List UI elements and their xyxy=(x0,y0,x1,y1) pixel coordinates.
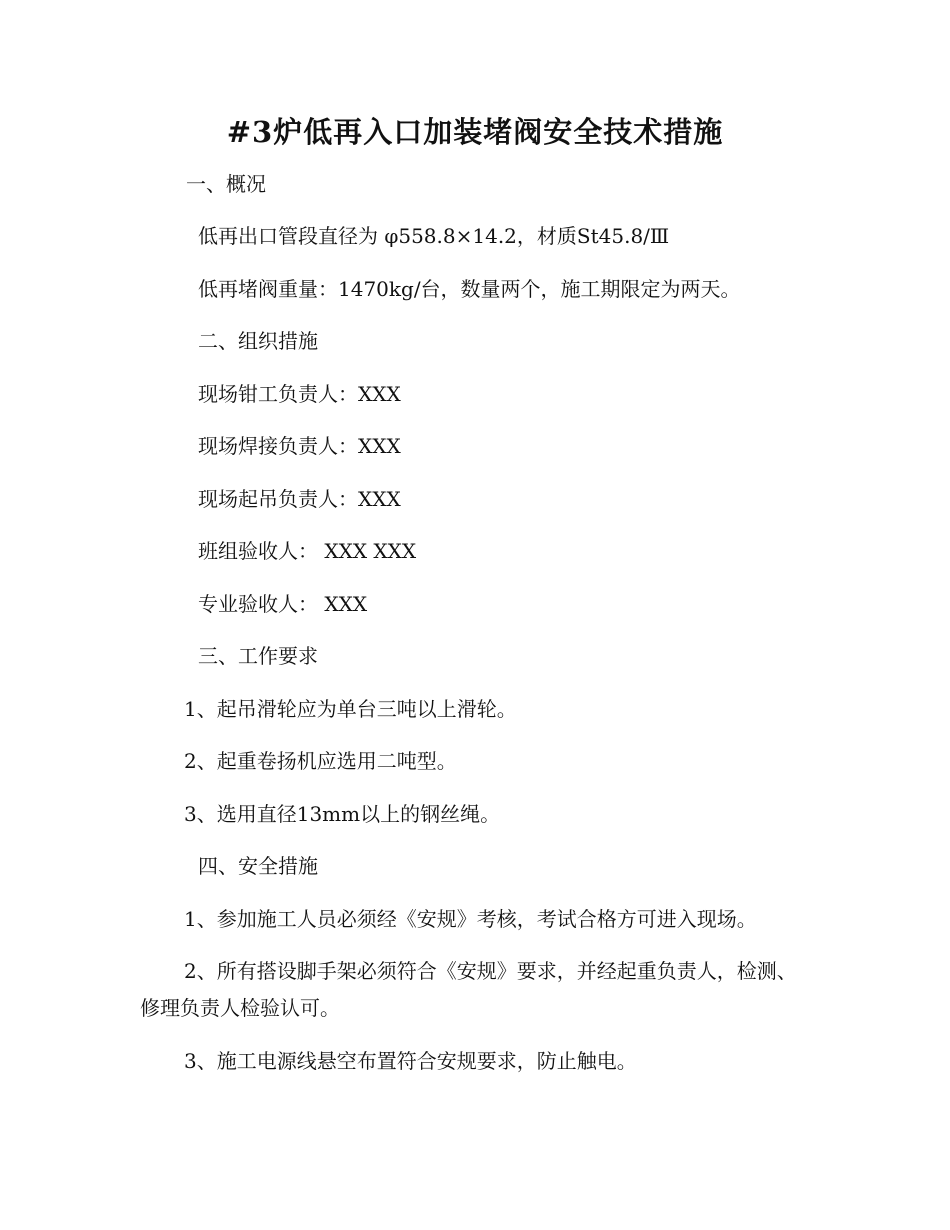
section-heading-organization: 二、组织措施 xyxy=(198,329,318,353)
section-heading-requirements: 三、工作要求 xyxy=(198,644,318,668)
lifting-lead-line: 现场起吊负责人：XXX xyxy=(198,487,401,511)
safety-item: 1、参加施工人员必须经《安规》考核，考试合格方可进入现场。 xyxy=(184,907,757,931)
requirement-item: 3、选用直径13mm以上的钢丝绳。 xyxy=(184,802,501,826)
team-inspector-line: 班组验收人： XXX XXX xyxy=(198,539,417,563)
section-heading-overview: 一、概况 xyxy=(186,172,266,196)
specialty-inspector-line: 专业验收人： XXX xyxy=(198,592,368,616)
safety-item: 3、施工电源线悬空布置符合安规要求，防止触电。 xyxy=(184,1049,637,1073)
requirement-item: 1、起吊滑轮应为单台三吨以上滑轮。 xyxy=(184,697,517,721)
requirement-item: 2、起重卷扬机应选用二吨型。 xyxy=(184,749,457,773)
document-title: #3炉低再入口加装堵阀安全技术措施 xyxy=(226,115,724,149)
fitter-lead-line: 现场钳工负责人：XXX xyxy=(198,382,401,406)
pipe-spec-line: 低再出口管段直径为 φ558.8×14.2，材质St45.8/Ⅲ xyxy=(198,224,670,248)
section-heading-safety: 四、安全措施 xyxy=(198,854,318,878)
valve-weight-line: 低再堵阀重量：1470kg/台，数量两个，施工期限定为两天。 xyxy=(198,277,741,301)
welding-lead-line: 现场焊接负责人：XXX xyxy=(198,434,401,458)
safety-item: 2、所有搭设脚手架必须符合《安规》要求，并经起重负责人，检测、修理负责人检验认可。 xyxy=(140,959,797,1020)
